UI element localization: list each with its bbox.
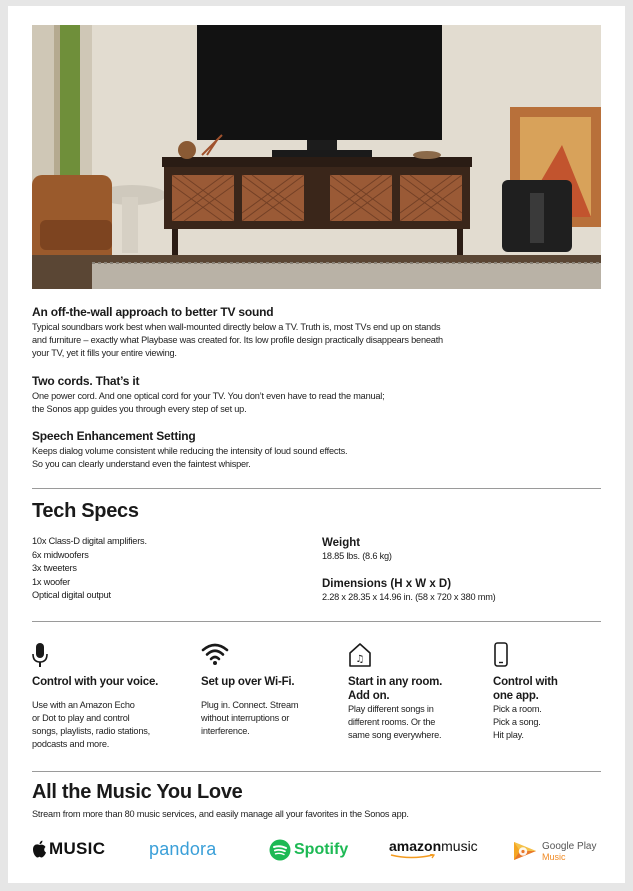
google-play-text: Google Play [542,840,597,852]
music-section [32,781,601,821]
spec-item: 1x woofer [32,576,71,587]
living-room-illustration [32,25,601,289]
section-line: So you can clearly understand even the faintest whisper. [32,459,251,469]
dimensions-value: 2.28 x 28.35 x 14.96 in. (58 x 720 x 380 mm) [322,592,496,602]
google-play-icon [512,839,538,863]
spec-list [32,535,292,603]
google-play-music-wordmark [542,841,596,862]
amazon-music-text: music [441,838,478,854]
tech-specs [32,500,601,523]
feature-voice [32,642,182,751]
google-play-music-logo [512,839,596,863]
feature-body: Pick a room. Pick a song. Hit play. [493,704,542,740]
amazon-smile-icon [389,854,439,859]
spotify-text: Spotify [294,841,349,858]
spec-item: 3x tweeters [32,563,77,573]
section-line: Typical soundbars work best when wall-mounted directly below a TV. Truth is, most TVs end up on stands [32,322,441,332]
feature-title: Control with one app. [493,676,558,702]
section-title: An off-the-wall approach to better TV sound [32,305,274,319]
music-subtitle: Stream from more than 80 music services, and easily manage all your favorites in the Sonos app. [32,809,409,819]
feature-body: Play different songs in different rooms. Or the same song everywhere. [348,704,442,740]
hero-photo [32,25,601,289]
svg-text:♫: ♫ [355,654,365,665]
section-body [32,321,601,360]
microphone-icon [32,642,182,668]
feature-body: Plug in. Connect. Stream without interruptions or interference. [201,699,299,736]
amazon-text: amazon [389,838,442,854]
home-music-icon [348,642,498,668]
amazon-music-wordmark [389,839,478,854]
section-title: Speech Enhancement Setting [32,429,196,443]
google-music-text: Music [542,851,566,862]
feature-section-1 [32,305,601,360]
divider [32,771,601,772]
section-title: Two cords. That’s it [32,374,140,388]
section-line: the Sonos app guides you through every step of set up. [32,404,247,414]
apple-music-logo [32,839,105,859]
spotify-icon [269,839,291,861]
pandora-text: pandora [149,839,217,859]
feature-wifi [201,642,351,738]
spec-item: 10x Class-D digital amplifiers. [32,536,147,546]
dimensions-label: Dimensions (H x W x D) [322,578,452,590]
spotify-logo [269,839,348,861]
weight-block [322,536,602,563]
section-body [32,445,601,471]
section-line: One power cord. And one optical cord for your TV. You don’t even have to read the manual; [32,391,385,401]
dimensions-block [322,577,612,604]
feature-section-2 [32,374,601,416]
section-line: your TV, yet it fills your entire viewing. [32,348,177,358]
feature-section-3 [32,429,601,471]
section-line: and furniture – exactly what Playbase was created for. Its low profile design practically disappears beneath [32,335,443,345]
weight-value: 18.85 lbs. (8.6 kg) [322,551,392,561]
section-line: Keeps dialog volume consistent while reducing the intensity of loud sound effects. [32,446,348,456]
feature-body: Use with an Amazon Echo or Dot to play and control songs, playlists, radio stations, podcasts and more. [32,699,151,749]
smartphone-icon [493,642,603,668]
divider [32,621,601,622]
feature-title: Set up over Wi-Fi. [201,676,295,688]
feature-title: Start in any room. Add on. [348,676,443,702]
spec-item: 6x midwoofers [32,549,89,560]
tech-specs-title: Tech Specs [32,500,139,522]
feature-rooms [348,642,498,742]
music-title: All the Music You Love [32,781,243,803]
feature-title: Control with your voice. [32,676,159,688]
spec-item: Optical digital output [32,590,111,600]
apple-music-text: MUSIC [49,839,106,858]
section-body [32,390,601,416]
apple-icon [32,840,47,858]
wifi-icon [201,642,351,668]
feature-app [493,642,603,742]
divider [32,488,601,489]
amazon-music-logo [389,839,478,859]
weight-label: Weight [322,537,361,549]
pandora-logo [149,839,216,860]
spec-sheet-page [8,6,625,883]
